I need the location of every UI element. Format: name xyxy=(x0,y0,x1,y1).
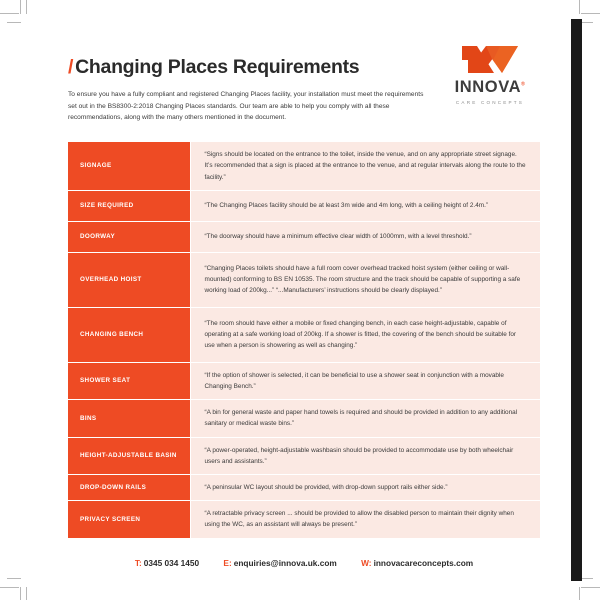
contact-website[interactable] xyxy=(361,558,473,568)
contact-website-value: innovacareconcepts.com xyxy=(373,557,474,568)
requirement-label: DROP-DOWN RAILS xyxy=(68,475,190,501)
requirement-label: PRIVACY SCREEN xyxy=(68,501,190,538)
requirement-label: BINS xyxy=(68,400,190,437)
requirement-text: “A retractable privacy screen ... should be provided to allow the disabled person to maintain their dignity when using the WC, as an assistant will always be present.” xyxy=(190,501,540,538)
requirement-label: CHANGING BENCH xyxy=(68,307,190,362)
contact-email[interactable] xyxy=(223,558,336,568)
page-title-text: Changing Places Requirements xyxy=(75,56,360,78)
table-row xyxy=(68,142,540,190)
table-row xyxy=(68,475,540,501)
table-row xyxy=(68,501,540,538)
header-text-block xyxy=(68,40,438,124)
requirement-text: “Changing Places toilets should have a full room cover overhead tracked hoist system (either ceiling or wall-mounted) conforming to BS EN 10535. The room structure and the track should be capable of supporting a safe working load of 200kg...” “...Manufacturers’ instructions should be clearly displayed.” xyxy=(190,252,540,307)
requirement-text: “If the option of shower is selected, it can be beneficial to use a shower seat in conjunction with a movable Changing Bench.” xyxy=(190,362,540,399)
requirement-text: “The doorway should have a minimum effective clear width of 1000mm, with a level threshold.” xyxy=(190,221,540,252)
contact-phone-value: 0345 034 1450 xyxy=(143,557,200,568)
requirement-text: “A peninsular WC layout should be provided, with drop-down support rails either side.” xyxy=(190,475,540,501)
innova-chevron-mark-icon xyxy=(462,46,518,73)
logo-wordmark-text: INNOVA xyxy=(454,78,522,96)
table-row xyxy=(68,221,540,252)
requirement-text: “Signs should be located on the entrance to the toilet, inside the venue, and on any appropriate street signage. It’s recommended that a sign is placed at the entrance to the venue, and at regular intervals along the route to the facility.” xyxy=(190,142,540,190)
logo-tagline: CARE CONCEPTS xyxy=(455,100,525,105)
table-row xyxy=(68,437,540,474)
requirements-table xyxy=(68,142,540,538)
title-slash-accent: / xyxy=(68,56,74,78)
contact-website-key: W: xyxy=(361,557,372,568)
requirement-label: OVERHEAD HOIST xyxy=(68,252,190,307)
logo-wordmark xyxy=(455,79,526,96)
requirement-label: DOORWAY xyxy=(68,221,190,252)
table-row xyxy=(68,190,540,221)
contact-footer xyxy=(68,558,540,568)
requirement-label: SHOWER SEAT xyxy=(68,362,190,399)
requirement-text: “A power-operated, height-adjustable washbasin should be provided to accommodate use by both wheelchair users and assistants.” xyxy=(190,437,540,474)
table-row xyxy=(68,400,540,437)
intro-paragraph: To ensure you have a fully compliant and registered Changing Places facility, your installation must meet the requirements set out in the BS8300-2:2018 Changing Places standards. Our team are able to help you comply with all these recommendations, along with the many others mentioned in the document. xyxy=(68,91,424,122)
document-header xyxy=(68,40,540,124)
table-row xyxy=(68,252,540,307)
requirement-text: “The room should have either a mobile or fixed changing bench, in each case height-adjustable, capable of operating at a safe working load of 200kg. If a shower is fitted, the covering of the bench should be suitable for use when a person is showering as well as changing.” xyxy=(190,307,540,362)
contact-phone-key: T: xyxy=(134,557,142,568)
table-row xyxy=(68,362,540,399)
requirement-text: “A bin for general waste and paper hand towels is required and should be provided in addition to any additional sanitary or medical waste bins.” xyxy=(190,400,540,437)
logo-registered-mark: ® xyxy=(521,81,526,88)
requirement-label: SIZE REQUIRED xyxy=(68,190,190,221)
requirement-label: HEIGHT-ADJUSTABLE BASIN xyxy=(68,437,190,474)
contact-email-value: enquiries@innova.uk.com xyxy=(233,557,337,568)
table-row xyxy=(68,307,540,362)
contact-phone[interactable] xyxy=(135,558,199,568)
page-title xyxy=(68,56,438,79)
brand-logo xyxy=(440,40,540,105)
requirement-text: “The Changing Places facility should be at least 3m wide and 4m long, with a ceiling height of 2.4m.” xyxy=(190,190,540,221)
contact-email-key: E: xyxy=(223,557,232,568)
requirements-table-body xyxy=(68,142,540,538)
requirement-label: SIGNAGE xyxy=(68,142,190,190)
